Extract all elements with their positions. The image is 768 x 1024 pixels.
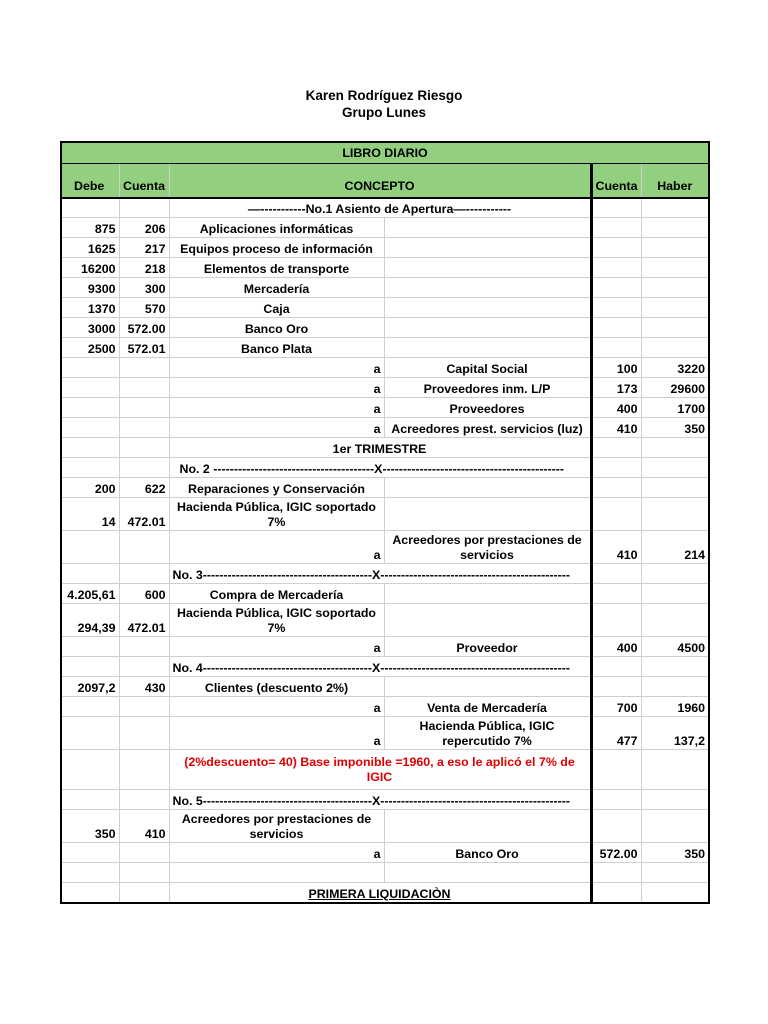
note-text: (2%descuento= 40) Base imponible =1960, a eso le aplicó el 7% de IGIC [169,750,591,790]
table-row [61,677,709,697]
credit-account: Capital Social [384,358,591,378]
period-label: 1er TRIMESTRE [169,438,591,458]
table-row [61,218,709,238]
account-code: 622 [119,478,169,498]
credit-account: Acreedores por prestaciones de servicios [384,531,591,564]
credit-account-code: 400 [591,637,641,657]
debe-value: 2097,2 [61,677,119,697]
concept-text: Caja [169,298,384,318]
a-marker: a [169,358,384,378]
table-row [61,378,709,398]
table-row [61,883,709,903]
concept-text: Elementos de transporte [169,258,384,278]
debe-value: 875 [61,218,119,238]
header-debe: Debe [61,164,119,198]
a-marker: a [169,418,384,438]
table-row [61,717,709,750]
table-row [61,438,709,458]
table-row [61,750,709,790]
account-code: 410 [119,810,169,843]
concept-text: Hacienda Pública, IGIC soportado 7% [169,498,384,531]
concept-text: Hacienda Pública, IGIC soportado 7% [169,604,384,637]
table-row [61,318,709,338]
haber-value: 4500 [641,637,709,657]
table-row [61,637,709,657]
haber-value: 1700 [641,398,709,418]
credit-account-code: 700 [591,697,641,717]
credit-account: Proveedores [384,398,591,418]
table-row [61,604,709,637]
debe-value: 1625 [61,238,119,258]
account-code: 217 [119,238,169,258]
credit-account-code: 100 [591,358,641,378]
table-title-row [61,142,709,164]
entry-separator: No. 4-----------------------------------------X---------------------------------------------- [169,657,591,677]
header-concepto: CONCEPTO [169,164,591,198]
account-code: 570 [119,298,169,318]
table-row [61,584,709,604]
debe-value: 3000 [61,318,119,338]
haber-value: 3220 [641,358,709,378]
entry-separator: No. 3-----------------------------------------X---------------------------------------------- [169,564,591,584]
credit-account: Banco Oro [384,843,591,863]
entry-separator: —-----------No.1 Asiento de Apertura—----------- [169,198,591,218]
table-row [61,258,709,278]
table-row [61,478,709,498]
header-cuenta-right: Cuenta [591,164,641,198]
header-haber: Haber [641,164,709,198]
account-code: 600 [119,584,169,604]
debe-value: 1370 [61,298,119,318]
section-heading: PRIMERA LIQUIDACIÒN [169,883,591,903]
haber-value: 1960 [641,697,709,717]
credit-account: Hacienda Pública, IGIC repercutido 7% [384,717,591,750]
debe-value: 4.205,61 [61,584,119,604]
debe-value: 16200 [61,258,119,278]
a-marker: a [169,637,384,657]
table-row [61,810,709,843]
table-row [61,278,709,298]
credit-account-code: 572.00 [591,843,641,863]
table-row [61,790,709,810]
a-marker: a [169,843,384,863]
credit-account-code: 477 [591,717,641,750]
debe-value: 200 [61,478,119,498]
table-row [61,458,709,478]
table-row [61,843,709,863]
table-row [61,238,709,258]
debe-value: 294,39 [61,604,119,637]
libro-diario-table [60,141,710,904]
credit-account: Acreedores prest. servicios (luz) [384,418,591,438]
table-row [61,697,709,717]
credit-account: Venta de Mercadería [384,697,591,717]
haber-value: 350 [641,843,709,863]
table-row [61,298,709,318]
a-marker: a [169,717,384,750]
table-row [61,657,709,677]
concept-text: Banco Plata [169,338,384,358]
table-row [61,863,709,883]
account-code: 572.01 [119,338,169,358]
a-marker: a [169,398,384,418]
table-row [61,398,709,418]
concept-text: Mercadería [169,278,384,298]
a-marker: a [169,697,384,717]
author-name: Karen Rodríguez Riesgo [305,88,463,103]
concept-text: Reparaciones y Conservación [169,478,384,498]
entry-separator: No. 5-----------------------------------------X---------------------------------------------- [169,790,591,810]
debe-value: 350 [61,810,119,843]
concept-text: Compra de Mercadería [169,584,384,604]
haber-value: 137,2 [641,717,709,750]
group-name: Grupo Lunes [342,105,426,120]
concept-text: Equipos proceso de información [169,238,384,258]
table-row [61,418,709,438]
table-header-row [61,164,709,198]
credit-account-code: 400 [591,398,641,418]
account-code: 472.01 [119,604,169,637]
account-code: 430 [119,677,169,697]
concept-text: Clientes (descuento 2%) [169,677,384,697]
debe-value: 14 [61,498,119,531]
table-row [61,498,709,531]
entry-separator: No. 2 ---------------------------------------X-------------------------------------------- [169,458,591,478]
account-code: 300 [119,278,169,298]
haber-value: 350 [641,418,709,438]
account-code: 206 [119,218,169,238]
haber-value: 214 [641,531,709,564]
credit-account-code: 410 [591,418,641,438]
credit-account: Proveedor [384,637,591,657]
table-row [61,198,709,218]
concept-text: Acreedores por prestaciones de servicios [169,810,384,843]
credit-account-code: 410 [591,531,641,564]
table-row [61,564,709,584]
header-cuenta-left: Cuenta [119,164,169,198]
account-code: 472.01 [119,498,169,531]
concept-text: Banco Oro [169,318,384,338]
credit-account: Proveedores inm. L/P [384,378,591,398]
debe-value: 9300 [61,278,119,298]
account-code: 572.00 [119,318,169,338]
concept-text: Aplicaciones informáticas [169,218,384,238]
debe-value: 2500 [61,338,119,358]
a-marker: a [169,531,384,564]
table-row [61,338,709,358]
account-code: 218 [119,258,169,278]
haber-value: 29600 [641,378,709,398]
table-row [61,531,709,564]
table-row [61,358,709,378]
table-title: LIBRO DIARIO [61,142,709,164]
a-marker: a [169,378,384,398]
credit-account-code: 173 [591,378,641,398]
